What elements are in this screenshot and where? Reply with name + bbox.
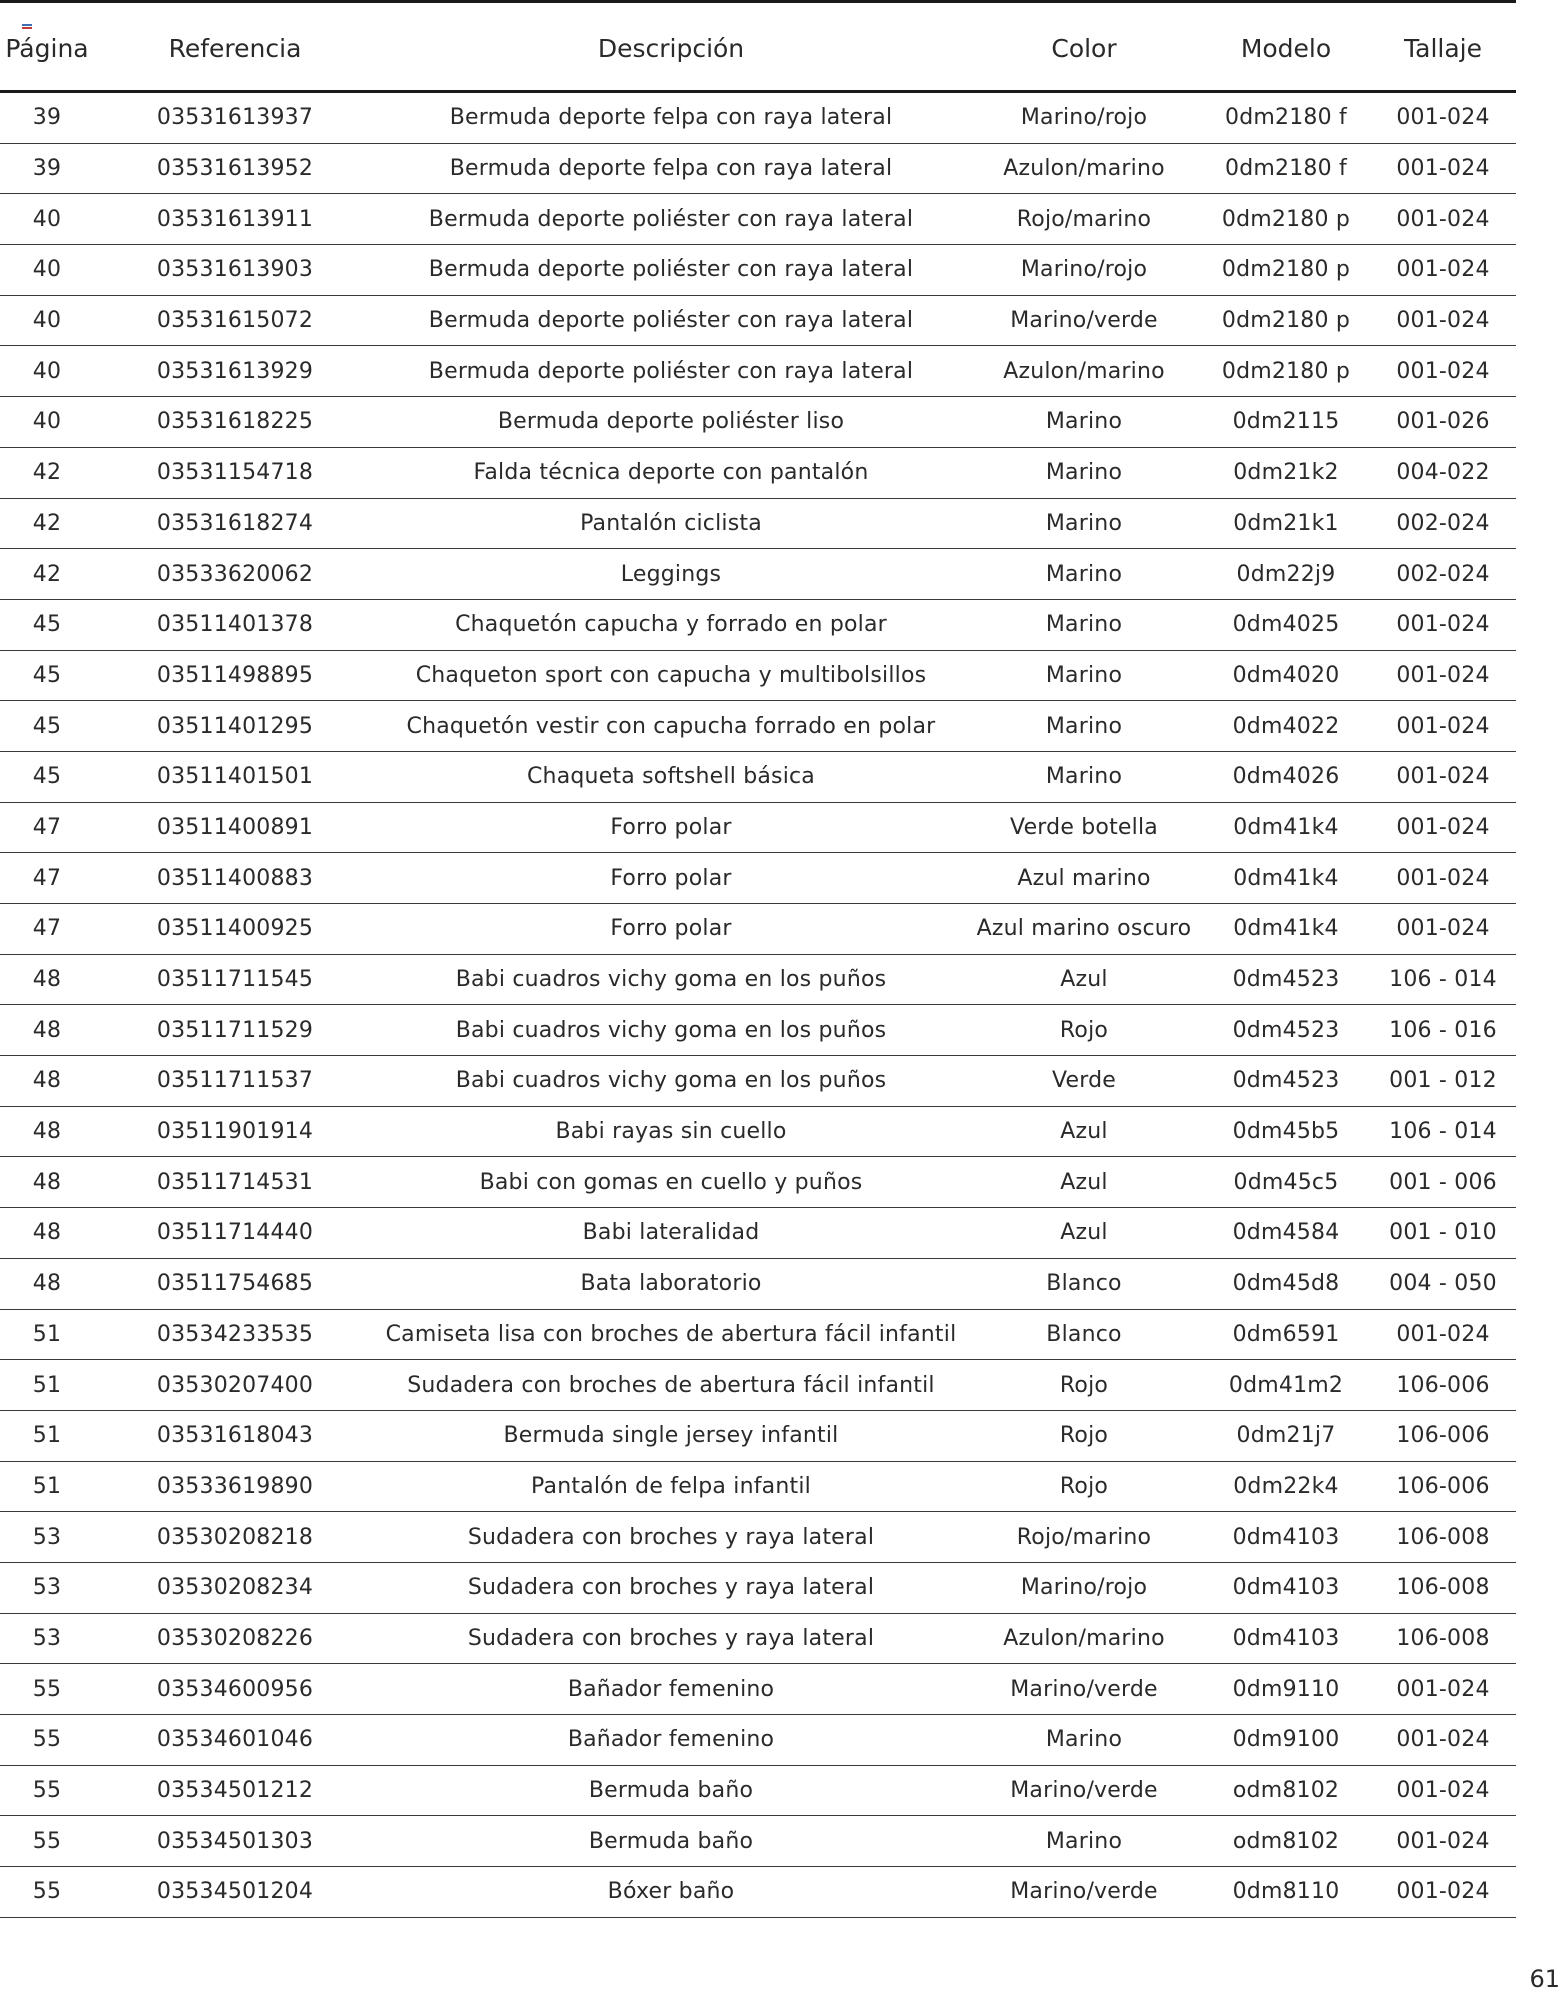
cell-color: Marino/verde	[966, 295, 1202, 346]
cell-color: Marino	[966, 498, 1202, 549]
cell-page: 40	[0, 245, 94, 296]
table-row	[0, 751, 1516, 802]
cell-description: Babi cuadros vichy goma en los puños	[376, 1005, 966, 1056]
cell-page: 42	[0, 498, 94, 549]
table-row	[0, 1056, 1516, 1107]
cell-color: Rojo	[966, 1410, 1202, 1461]
cell-description: Bermuda deporte poliéster con raya lateral	[376, 346, 966, 397]
cell-reference: 03531613911	[94, 194, 376, 245]
cell-description: Bóxer baño	[376, 1867, 966, 1918]
cell-page: 51	[0, 1309, 94, 1360]
cell-reference: 03511401295	[94, 701, 376, 752]
header-size: Tallaje	[1370, 3, 1516, 92]
cell-size: 106-008	[1370, 1613, 1516, 1664]
table-row	[0, 92, 1516, 144]
cell-size: 106 - 014	[1370, 954, 1516, 1005]
cell-model: 0dm6591	[1202, 1309, 1370, 1360]
cell-model: 0dm22k4	[1202, 1461, 1370, 1512]
cell-model: 0dm21k1	[1202, 498, 1370, 549]
cell-size: 002-024	[1370, 498, 1516, 549]
cell-reference: 03531613937	[94, 92, 376, 144]
table-row	[0, 1208, 1516, 1259]
cell-page: 55	[0, 1765, 94, 1816]
cell-reference: 03511754685	[94, 1258, 376, 1309]
cell-model: 0dm4103	[1202, 1613, 1370, 1664]
cell-reference: 03534501303	[94, 1816, 376, 1867]
cell-page: 42	[0, 447, 94, 498]
cell-size: 106-006	[1370, 1410, 1516, 1461]
cell-size: 001-024	[1370, 904, 1516, 955]
cell-page: 39	[0, 143, 94, 194]
table-header	[0, 3, 1516, 92]
cell-page: 40	[0, 295, 94, 346]
table-row	[0, 701, 1516, 752]
cell-color: Marino/verde	[966, 1765, 1202, 1816]
cell-page: 39	[0, 92, 94, 144]
cell-page: 55	[0, 1664, 94, 1715]
table-body	[0, 92, 1516, 1918]
cell-color: Marino	[966, 1715, 1202, 1766]
cell-reference: 03531618225	[94, 397, 376, 448]
cell-description: Chaquetón vestir con capucha forrado en polar	[376, 701, 966, 752]
table-row	[0, 650, 1516, 701]
table-row	[0, 954, 1516, 1005]
cell-model: 0dm4523	[1202, 954, 1370, 1005]
cell-description: Forro polar	[376, 853, 966, 904]
cell-size: 001 - 006	[1370, 1157, 1516, 1208]
cell-description: Forro polar	[376, 904, 966, 955]
cell-size: 001-024	[1370, 92, 1516, 144]
cell-model: 0dm4020	[1202, 650, 1370, 701]
cell-model: 0dm4584	[1202, 1208, 1370, 1259]
cell-description: Sudadera con broches y raya lateral	[376, 1512, 966, 1563]
cell-color: Marino	[966, 397, 1202, 448]
header-color: Color	[966, 3, 1202, 92]
cell-reference: 03511711537	[94, 1056, 376, 1107]
cell-color: Rojo	[966, 1461, 1202, 1512]
table-row	[0, 1867, 1516, 1918]
cell-description: Bermuda baño	[376, 1765, 966, 1816]
cell-page: 45	[0, 701, 94, 752]
cell-color: Marino	[966, 1816, 1202, 1867]
cell-page: 55	[0, 1715, 94, 1766]
cell-model: 0dm4523	[1202, 1005, 1370, 1056]
cell-reference: 03511401378	[94, 599, 376, 650]
cell-reference: 03511711529	[94, 1005, 376, 1056]
table-row	[0, 1309, 1516, 1360]
table-row	[0, 1360, 1516, 1411]
cell-reference: 03531613929	[94, 346, 376, 397]
cell-page: 51	[0, 1461, 94, 1512]
cell-description: Babi cuadros vichy goma en los puños	[376, 954, 966, 1005]
cell-description: Bata laboratorio	[376, 1258, 966, 1309]
cell-size: 001-026	[1370, 397, 1516, 448]
cell-size: 106-006	[1370, 1461, 1516, 1512]
cell-model: 0dm22j9	[1202, 549, 1370, 600]
page-number: 61	[1529, 1965, 1560, 1993]
cell-size: 001-024	[1370, 701, 1516, 752]
cell-description: Falda técnica deporte con pantalón	[376, 447, 966, 498]
cell-page: 47	[0, 904, 94, 955]
header-model: Modelo	[1202, 3, 1370, 92]
cell-reference: 03530208226	[94, 1613, 376, 1664]
cell-size: 001-024	[1370, 194, 1516, 245]
cell-reference: 03534601046	[94, 1715, 376, 1766]
cell-page: 53	[0, 1613, 94, 1664]
cell-model: 0dm4523	[1202, 1056, 1370, 1107]
cell-model: 0dm45d8	[1202, 1258, 1370, 1309]
cell-description: Pantalón de felpa infantil	[376, 1461, 966, 1512]
cell-model: 0dm41k4	[1202, 904, 1370, 955]
header-description: Descripción	[376, 3, 966, 92]
cell-page: 55	[0, 1816, 94, 1867]
cell-model: 0dm4026	[1202, 751, 1370, 802]
table-row	[0, 1106, 1516, 1157]
cell-color: Rojo/marino	[966, 194, 1202, 245]
cell-color: Marino	[966, 650, 1202, 701]
cell-model: 0dm21k2	[1202, 447, 1370, 498]
cell-page: 42	[0, 549, 94, 600]
cell-description: Sudadera con broches y raya lateral	[376, 1613, 966, 1664]
table-row	[0, 1765, 1516, 1816]
cell-description: Bañador femenino	[376, 1715, 966, 1766]
cell-reference: 03511901914	[94, 1106, 376, 1157]
cell-color: Verde	[966, 1056, 1202, 1107]
cell-page: 51	[0, 1360, 94, 1411]
cell-reference: 03531618043	[94, 1410, 376, 1461]
cell-color: Marino/verde	[966, 1867, 1202, 1918]
cell-page: 48	[0, 1208, 94, 1259]
cell-color: Azul marino	[966, 853, 1202, 904]
table-row	[0, 549, 1516, 600]
cell-reference: 03530208234	[94, 1562, 376, 1613]
cell-page: 45	[0, 751, 94, 802]
cell-reference: 03534501204	[94, 1867, 376, 1918]
table-row	[0, 802, 1516, 853]
cell-model: 0dm2180 p	[1202, 194, 1370, 245]
cell-color: Marino/rojo	[966, 1562, 1202, 1613]
cell-model: 0dm8110	[1202, 1867, 1370, 1918]
cell-model: 0dm2180 f	[1202, 92, 1370, 144]
cell-color: Marino/verde	[966, 1664, 1202, 1715]
cell-model: 0dm2180 p	[1202, 295, 1370, 346]
cell-model: 0dm45b5	[1202, 1106, 1370, 1157]
table-row	[0, 904, 1516, 955]
table-row	[0, 1715, 1516, 1766]
cell-description: Bermuda deporte poliéster con raya lateral	[376, 245, 966, 296]
cell-size: 106 - 016	[1370, 1005, 1516, 1056]
header-page: Página	[0, 3, 94, 92]
cell-reference: 03511400925	[94, 904, 376, 955]
table-row	[0, 498, 1516, 549]
cell-reference: 03534600956	[94, 1664, 376, 1715]
cell-description: Sudadera con broches y raya lateral	[376, 1562, 966, 1613]
cell-page: 53	[0, 1512, 94, 1563]
cell-color: Azul	[966, 1157, 1202, 1208]
cell-page: 55	[0, 1867, 94, 1918]
cell-description: Chaqueta softshell básica	[376, 751, 966, 802]
cell-color: Marino/rojo	[966, 245, 1202, 296]
cell-description: Camiseta lisa con broches de abertura fácil infantil	[376, 1309, 966, 1360]
cell-page: 48	[0, 1258, 94, 1309]
cell-model: 0dm2180 p	[1202, 346, 1370, 397]
table-row	[0, 1005, 1516, 1056]
cell-reference: 03511714531	[94, 1157, 376, 1208]
cell-color: Marino	[966, 751, 1202, 802]
cell-model: 0dm9100	[1202, 1715, 1370, 1766]
cell-page: 40	[0, 346, 94, 397]
cell-page: 48	[0, 1005, 94, 1056]
cell-model: 0dm4103	[1202, 1512, 1370, 1563]
cell-description: Bermuda deporte poliéster con raya lateral	[376, 295, 966, 346]
cell-size: 001-024	[1370, 1715, 1516, 1766]
cell-model: 0dm2180 f	[1202, 143, 1370, 194]
header-reference: Referencia	[94, 3, 376, 92]
cell-color: Blanco	[966, 1258, 1202, 1309]
cell-reference: 03531154718	[94, 447, 376, 498]
cell-description: Babi cuadros vichy goma en los puños	[376, 1056, 966, 1107]
table-row	[0, 447, 1516, 498]
cell-description: Bermuda deporte poliéster con raya lateral	[376, 194, 966, 245]
cell-size: 001-024	[1370, 1309, 1516, 1360]
cell-page: 48	[0, 954, 94, 1005]
cell-reference: 03511400891	[94, 802, 376, 853]
table-row	[0, 346, 1516, 397]
cell-size: 001-024	[1370, 1765, 1516, 1816]
cell-color: Azul	[966, 1106, 1202, 1157]
cell-description: Bermuda baño	[376, 1816, 966, 1867]
cell-reference: 03511400883	[94, 853, 376, 904]
cell-size: 001-024	[1370, 599, 1516, 650]
cell-reference: 03531618274	[94, 498, 376, 549]
cell-size: 001-024	[1370, 1816, 1516, 1867]
cell-reference: 03531615072	[94, 295, 376, 346]
table-row	[0, 1157, 1516, 1208]
cell-description: Bermuda single jersey infantil	[376, 1410, 966, 1461]
cell-description: Leggings	[376, 549, 966, 600]
cell-size: 001 - 010	[1370, 1208, 1516, 1259]
cell-description: Bermuda deporte felpa con raya lateral	[376, 143, 966, 194]
cell-color: Azul	[966, 954, 1202, 1005]
cell-color: Blanco	[966, 1309, 1202, 1360]
cell-size: 001-024	[1370, 346, 1516, 397]
table-row	[0, 599, 1516, 650]
cell-reference: 03530208218	[94, 1512, 376, 1563]
cell-model: 0dm41k4	[1202, 802, 1370, 853]
cell-color: Marino	[966, 599, 1202, 650]
cell-description: Forro polar	[376, 802, 966, 853]
cell-page: 40	[0, 397, 94, 448]
cell-color: Azulon/marino	[966, 346, 1202, 397]
cell-size: 004-022	[1370, 447, 1516, 498]
cell-size: 106-006	[1370, 1360, 1516, 1411]
table-row	[0, 1562, 1516, 1613]
cell-reference: 03534501212	[94, 1765, 376, 1816]
cell-model: 0dm2180 p	[1202, 245, 1370, 296]
cell-description: Babi rayas sin cuello	[376, 1106, 966, 1157]
cell-model: 0dm9110	[1202, 1664, 1370, 1715]
cell-description: Babi con gomas en cuello y puños	[376, 1157, 966, 1208]
cell-reference: 03530207400	[94, 1360, 376, 1411]
table-row	[0, 1461, 1516, 1512]
cell-color: Rojo/marino	[966, 1512, 1202, 1563]
table-row	[0, 295, 1516, 346]
cell-page: 45	[0, 650, 94, 701]
table-row	[0, 1258, 1516, 1309]
cell-page: 48	[0, 1157, 94, 1208]
cell-size: 106 - 014	[1370, 1106, 1516, 1157]
cell-size: 106-008	[1370, 1562, 1516, 1613]
cell-color: Azulon/marino	[966, 143, 1202, 194]
cell-page: 45	[0, 599, 94, 650]
cell-reference: 03533620062	[94, 549, 376, 600]
cell-size: 106-008	[1370, 1512, 1516, 1563]
cell-description: Pantalón ciclista	[376, 498, 966, 549]
table-row	[0, 194, 1516, 245]
header-row	[0, 3, 1516, 92]
table-row	[0, 1410, 1516, 1461]
cell-page: 53	[0, 1562, 94, 1613]
cell-model: 0dm4103	[1202, 1562, 1370, 1613]
cell-size: 002-024	[1370, 549, 1516, 600]
cell-page: 47	[0, 802, 94, 853]
cell-model: odm8102	[1202, 1816, 1370, 1867]
cell-description: Sudadera con broches de abertura fácil infantil	[376, 1360, 966, 1411]
cell-reference: 03511714440	[94, 1208, 376, 1259]
cell-color: Azul marino oscuro	[966, 904, 1202, 955]
cell-color: Azul	[966, 1208, 1202, 1259]
cell-size: 001 - 012	[1370, 1056, 1516, 1107]
cell-color: Marino	[966, 549, 1202, 600]
cell-color: Marino/rojo	[966, 92, 1202, 144]
cell-size: 004 - 050	[1370, 1258, 1516, 1309]
table-row	[0, 397, 1516, 448]
table-row	[0, 1664, 1516, 1715]
table-row	[0, 853, 1516, 904]
cell-model: 0dm41m2	[1202, 1360, 1370, 1411]
cell-model: odm8102	[1202, 1765, 1370, 1816]
cell-page: 51	[0, 1410, 94, 1461]
cell-description: Bermuda deporte poliéster liso	[376, 397, 966, 448]
table-row	[0, 143, 1516, 194]
cell-size: 001-024	[1370, 1867, 1516, 1918]
cell-description: Babi lateralidad	[376, 1208, 966, 1259]
cell-color: Marino	[966, 447, 1202, 498]
cell-page: 48	[0, 1106, 94, 1157]
table-row	[0, 1512, 1516, 1563]
cell-model: 0dm2115	[1202, 397, 1370, 448]
cell-description: Chaquetón capucha y forrado en polar	[376, 599, 966, 650]
cell-reference: 03511498895	[94, 650, 376, 701]
cell-model: 0dm21j7	[1202, 1410, 1370, 1461]
cell-size: 001-024	[1370, 295, 1516, 346]
cell-size: 001-024	[1370, 245, 1516, 296]
cell-page: 40	[0, 194, 94, 245]
cell-reference: 03511711545	[94, 954, 376, 1005]
cell-page: 47	[0, 853, 94, 904]
cell-description: Bañador femenino	[376, 1664, 966, 1715]
cell-color: Azulon/marino	[966, 1613, 1202, 1664]
table-row	[0, 245, 1516, 296]
table-row	[0, 1816, 1516, 1867]
cell-reference: 03531613952	[94, 143, 376, 194]
cell-size: 001-024	[1370, 802, 1516, 853]
cell-size: 001-024	[1370, 853, 1516, 904]
table-row	[0, 1613, 1516, 1664]
cell-size: 001-024	[1370, 751, 1516, 802]
cell-color: Marino	[966, 701, 1202, 752]
cell-color: Verde botella	[966, 802, 1202, 853]
cell-model: 0dm41k4	[1202, 853, 1370, 904]
cell-description: Bermuda deporte felpa con raya lateral	[376, 92, 966, 144]
cell-color: Rojo	[966, 1005, 1202, 1056]
product-reference-table	[0, 3, 1516, 1918]
cell-model: 0dm4022	[1202, 701, 1370, 752]
cell-page: 48	[0, 1056, 94, 1107]
cell-reference: 03533619890	[94, 1461, 376, 1512]
cell-color: Rojo	[966, 1360, 1202, 1411]
cell-model: 0dm45c5	[1202, 1157, 1370, 1208]
cell-size: 001-024	[1370, 143, 1516, 194]
cell-description: Chaqueton sport con capucha y multibolsillos	[376, 650, 966, 701]
cell-reference: 03531613903	[94, 245, 376, 296]
cell-model: 0dm4025	[1202, 599, 1370, 650]
cell-size: 001-024	[1370, 650, 1516, 701]
cell-size: 001-024	[1370, 1664, 1516, 1715]
cell-reference: 03511401501	[94, 751, 376, 802]
cell-reference: 03534233535	[94, 1309, 376, 1360]
